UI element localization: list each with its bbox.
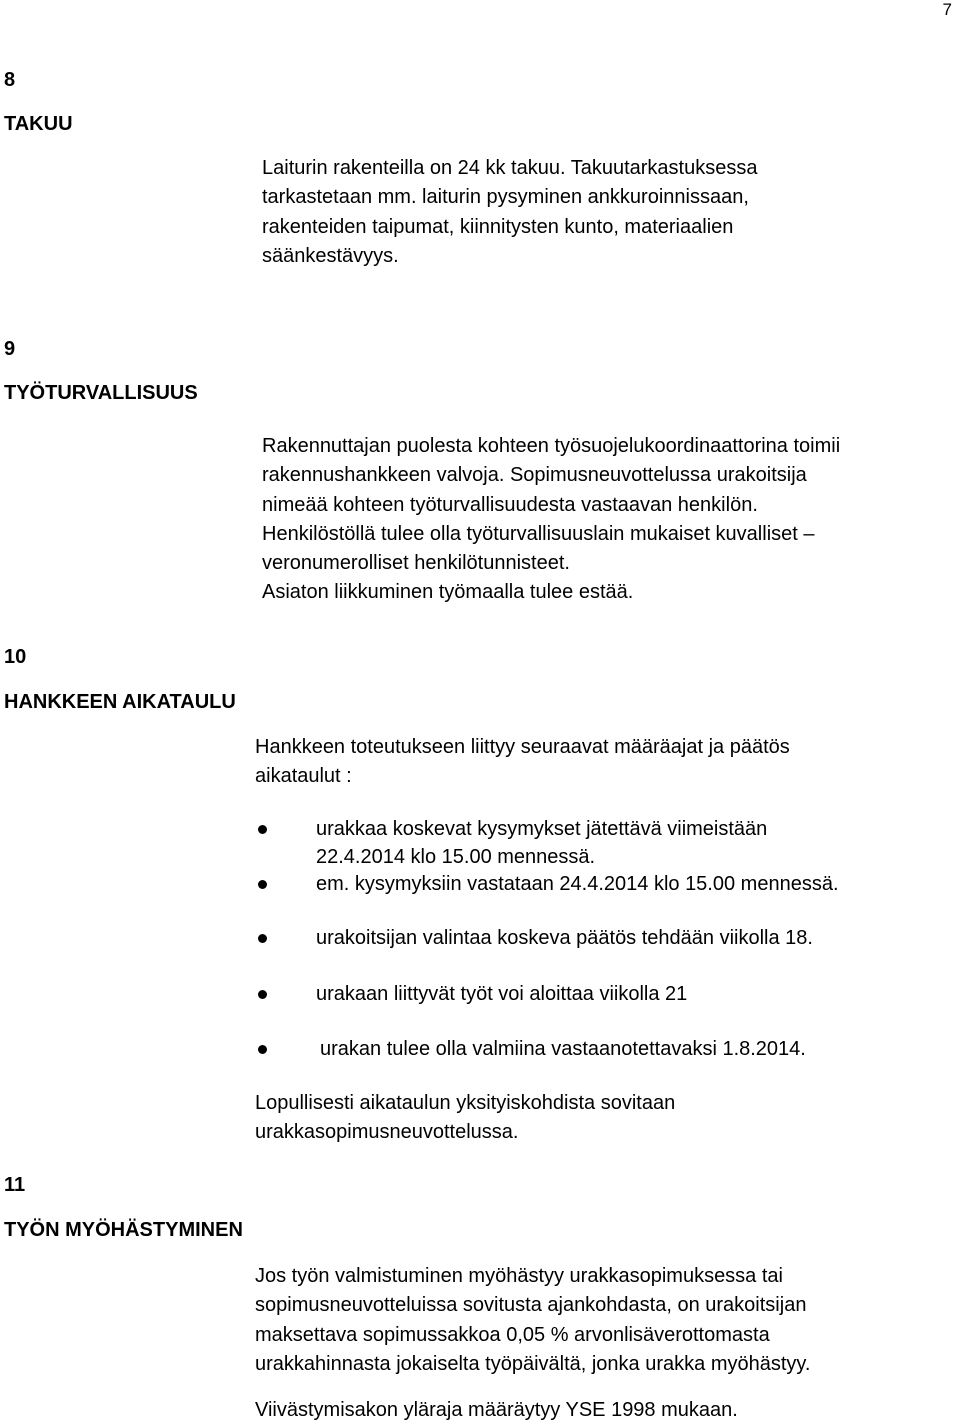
list-item (316, 870, 839, 898)
section-intro (255, 733, 790, 792)
paragraph-line: aikataulut : (255, 765, 352, 788)
paragraph-line: urakkasopimusneuvottelussa. (255, 1121, 519, 1144)
paragraph-line: Asiaton liikkuminen työmaalla tulee estää. (262, 581, 634, 604)
section-closing (255, 1089, 675, 1148)
paragraph-line: Rakennuttajan puolesta kohteen työsuojelukoordinaattorina toimii (262, 435, 841, 457)
paragraph-line: Laiturin rakenteilla on 24 kk takuu. Takuutarkastuksessa (262, 157, 758, 179)
paragraph-line: tarkastetaan mm. laiturin pysyminen ankkuroinnissaan, (262, 186, 749, 209)
paragraph-line: urakkahinnasta jokaiselta työpäivältä, jonka urakka myöhästyy. (255, 1352, 811, 1375)
list-item (316, 924, 813, 952)
bullet-icon (258, 990, 267, 999)
list-item-line: urakkaa koskevat kysymykset jätettävä viimeistään (316, 818, 768, 840)
list-item-line: urakoitsijan valintaa koskeva päätös tehdään viikolla 18. (316, 927, 813, 949)
section-title: TYÖN MYÖHÄSTYMINEN (4, 1219, 243, 1241)
list-item (320, 1035, 806, 1063)
paragraph-line: rakennushankkeen valvoja. Sopimusneuvottelussa urakoitsija (262, 464, 807, 487)
list-item-line: urakaan liittyvät työt voi aloittaa viikolla 21 (316, 983, 688, 1005)
section-paragraph (262, 432, 840, 608)
paragraph-line: maksettava sopimussakkoa 0,05 % arvonlisäverottomasta (255, 1323, 770, 1346)
paragraph-line: nimeää kohteen työturvallisuudesta vastaavan henkilön. (262, 493, 758, 516)
list-item (316, 980, 687, 1008)
section-number: 9 (4, 338, 16, 360)
page-number: 7 (942, 0, 952, 19)
list-item-line: urakan tulee olla valmiina vastaanotettavaksi 1.8.2014. (320, 1038, 806, 1060)
paragraph-line: Jos työn valmistuminen myöhästyy urakkasopimuksessa tai (255, 1265, 783, 1287)
bullet-icon (258, 934, 267, 943)
bullet-icon (258, 880, 267, 889)
section-number: 11 (4, 1174, 26, 1196)
paragraph-line: rakenteiden taipumat, kiinnitysten kunto, materiaalien (262, 215, 734, 238)
section-title: HANKKEEN AIKATAULU (4, 691, 236, 713)
section-title: TYÖTURVALLISUUS (4, 382, 198, 404)
section-paragraph (255, 1396, 738, 1425)
list-item (316, 815, 767, 871)
paragraph-line: veronumerolliset henkilötunnisteet. (262, 552, 570, 575)
section-paragraph (262, 154, 757, 271)
section-paragraph (255, 1262, 810, 1379)
list-item-line: em. kysymyksiin vastataan 24.4.2014 klo 15.00 mennessä. (316, 873, 839, 895)
section-number: 10 (4, 646, 27, 668)
section-title: TAKUU (4, 113, 73, 135)
paragraph-line: Hankkeen toteutukseen liittyy seuraavat määräajat ja päätös (255, 736, 790, 758)
section-number: 8 (4, 69, 16, 91)
paragraph-line: sopimusneuvotteluissa sovitusta ajankohdasta, on urakoitsijan (255, 1294, 807, 1317)
bullet-icon (258, 825, 267, 834)
paragraph-line: säänkestävyys. (262, 244, 399, 267)
paragraph-line: Viivästymisakon yläraja määräytyy YSE 1998 mukaan. (255, 1399, 738, 1421)
paragraph-line: Henkilöstöllä tulee olla työturvallisuuslain mukaiset kuvalliset – (262, 522, 815, 545)
paragraph-line: Lopullisesti aikataulun yksityiskohdista sovitaan (255, 1092, 676, 1114)
list-item-line: 22.4.2014 klo 15.00 mennessä. (316, 846, 596, 868)
bullet-icon (258, 1045, 267, 1054)
